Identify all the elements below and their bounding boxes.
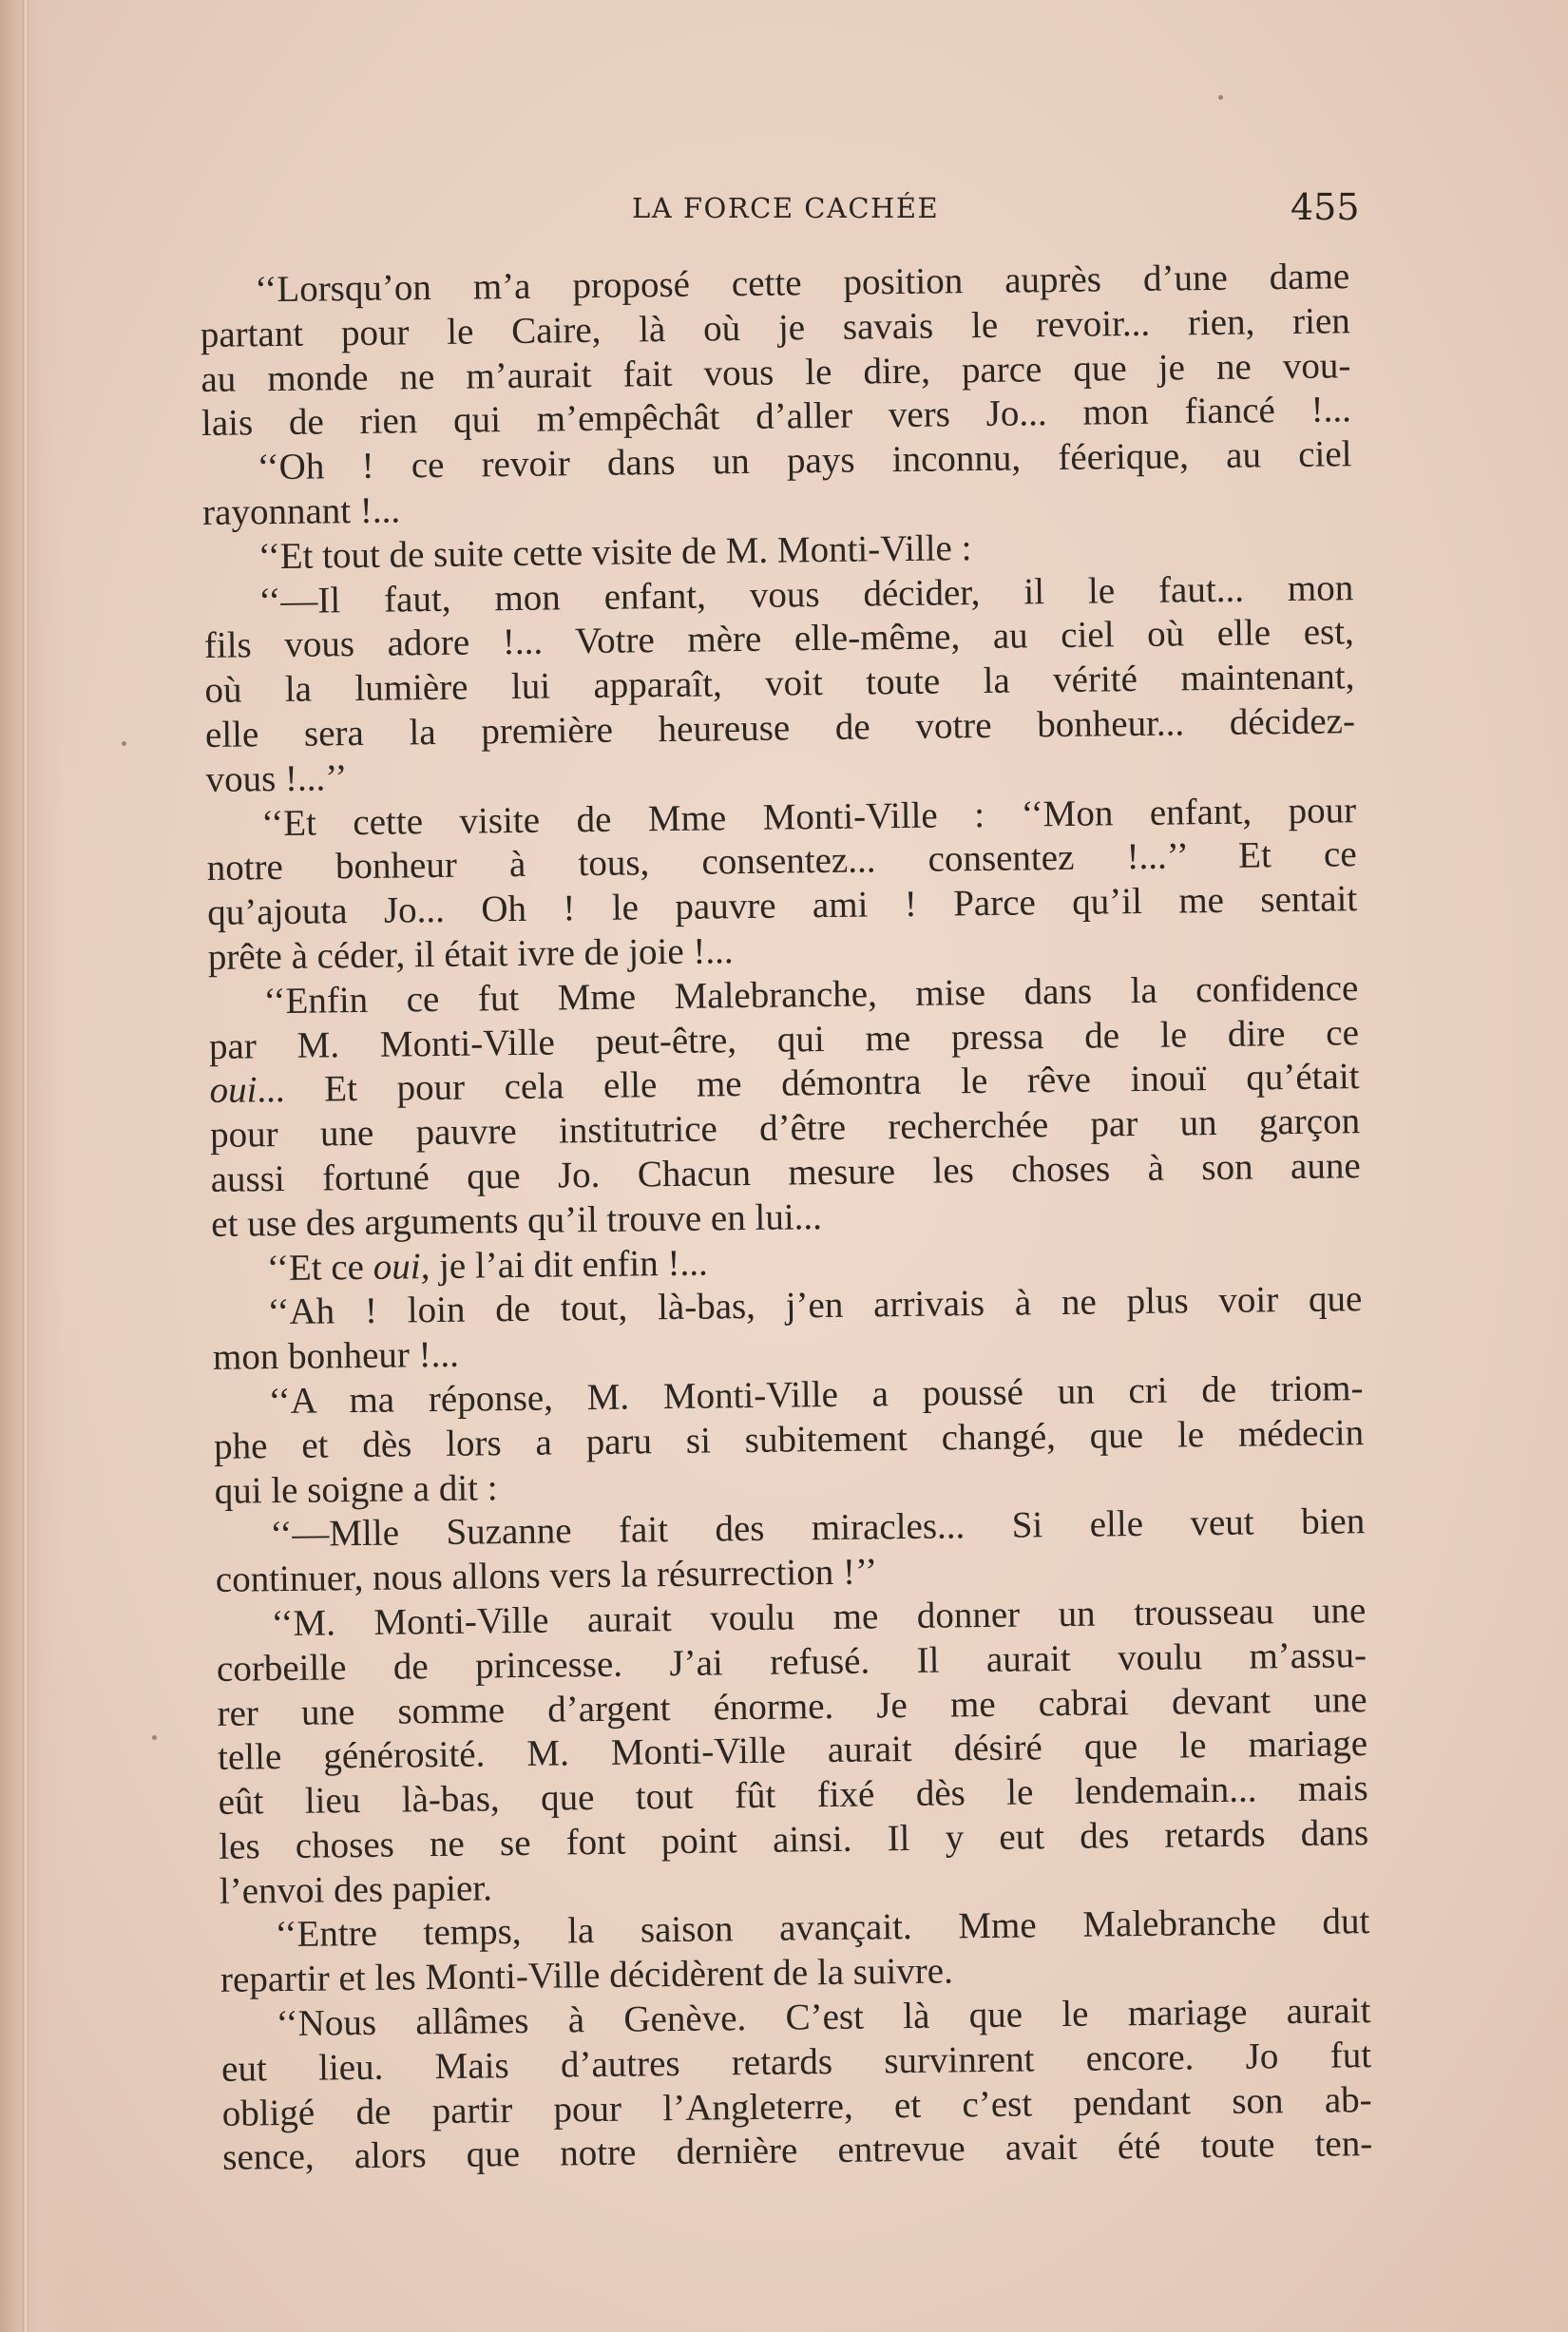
text-line: ‘‘Enfin ce fut Mme Malebranche, mise dans la confidence	[263, 966, 1359, 1022]
page-gutter	[0, 0, 67, 2332]
text-span: ‘‘Et ce	[266, 1246, 373, 1289]
text-line: pour une pauvre institutrice d’être recherchée par un garçon	[209, 1100, 1361, 1156]
text-line: par M. Monti-Ville peut-être, qui me pressa de le dire ce	[208, 1011, 1360, 1067]
text-line: ‘‘Et tout de suite cette visite de M. Monti-Ville :	[258, 526, 972, 578]
text-line: les choses ne se font point ainsi. Il y eut des retards dans	[219, 1811, 1369, 1867]
italic-word: oui,	[373, 1245, 430, 1288]
text-span: je l’ai dit enfin !...	[430, 1242, 708, 1287]
text-line: corbeille de princesse. J’ai refusé. Il aurait voulu m’assu-	[216, 1634, 1367, 1690]
text-line: notre bonheur à tous, consentez... consentez !...’’ Et ce	[206, 833, 1357, 889]
text-line: vous !...’’	[205, 756, 348, 800]
text-line: ‘‘Lorsqu’on m’a proposé cette position auprès d’une dame	[255, 256, 1350, 311]
page-number: 455	[1291, 186, 1360, 228]
text-line: eût lieu là-bas, que tout fût fixé dès le lendemain... mais	[218, 1768, 1368, 1823]
text-line: repartir et les Monti-Ville décidèrent de la suivre.	[220, 1950, 954, 2001]
text-span: ... Et pour cela elle me démontra le rêve inouï qu’était	[257, 1056, 1360, 1111]
text-line: où la lumière lui apparaît, voit toute la vérité maintenant,	[204, 656, 1355, 712]
italic-word: oui	[209, 1069, 258, 1112]
text-line: telle générosité. M. Monti-Ville aurait désiré que le mariage	[217, 1723, 1368, 1779]
text-line: au monde ne m’aurait fait vous le dire, parce que je ne vou-	[201, 344, 1351, 400]
text-line: aussi fortuné que Jo. Chacun mesure les choses à son aune	[210, 1145, 1361, 1200]
text-line: ‘‘Nous allâmes à Genève. C’est là que le mariage aurait	[276, 1990, 1371, 2045]
text-line: phe et dès lors a paru si subitement changé, que le médecin	[213, 1411, 1365, 1467]
body-text	[200, 255, 1372, 2181]
text-line: elle sera la première heureuse de votre bonheur... décidez-	[204, 700, 1356, 755]
text-line: ‘‘—Mlle Suzanne fait des miracles... Si elle veut bien	[270, 1501, 1366, 1556]
text-line: l’envoi des papier.	[219, 1867, 493, 1912]
text-line: ‘‘M. Monti-Ville aurait voulu me donner un trousseau une	[271, 1590, 1367, 1645]
text-line: sence, alors que notre dernière entrevue avait été toute ten-	[222, 2123, 1373, 2179]
text-line: ‘‘A ma réponse, M. Monti-Ville a poussé un cri de triom-	[268, 1367, 1364, 1423]
text-line: ‘‘Ah ! loin de tout, là-bas, j’en arrivais à ne plus voir que	[267, 1278, 1363, 1333]
text-line: rayonnant !...	[201, 489, 401, 533]
text-line: partant pour le Caire, là où je savais le revoir... rien, rien	[200, 300, 1351, 355]
text-line: obligé de partir pour l’Angleterre, et c’est pendant son ab-	[221, 2078, 1372, 2134]
running-head	[0, 186, 1568, 234]
text-line: ‘‘—Il faut, mon enfant, vous décider, il le faut... mon	[258, 566, 1354, 621]
text-line: fils vous adore !... Votre mère elle-même, au ciel où elle est,	[203, 611, 1355, 667]
paper-speck	[122, 741, 126, 746]
text-line: rer une somme d’argent énorme. Je me cabrai devant une	[217, 1678, 1367, 1734]
text-line: ‘‘Entre temps, la saison avançait. Mme Malebranche dut	[275, 1901, 1370, 1956]
text-line: lais de rien qui m’empêchât d’aller vers Jo... mon fiancé !...	[201, 389, 1352, 445]
text-line: ‘‘Oh ! ce revoir dans un pays inconnu, féerique, au ciel	[257, 433, 1352, 488]
paper-speck	[1218, 95, 1223, 100]
text-line: eut lieu. Mais d’autres retards survinrent encore. Jo fut	[220, 2034, 1372, 2090]
paper-speck	[152, 1735, 157, 1740]
text-line: continuer, nous allons vers la résurrection !’’	[215, 1551, 878, 1601]
text-line: qui le soigne a dit :	[214, 1466, 498, 1512]
text-line: et use des arguments qu’il trouve en lui...	[211, 1195, 823, 1245]
text-line: qu’ajouta Jo... Oh ! le pauvre ami ! Parce qu’il me sentait	[207, 878, 1358, 934]
binding-edge	[23, 0, 29, 2332]
text-line: mon bonheur !...	[212, 1333, 460, 1379]
text-line: ‘‘Et cette visite de Mme Monti-Ville : ‘‘Mon enfant, pour	[260, 789, 1357, 844]
text-line: prête à céder, il était ivre de joie !...	[207, 930, 734, 978]
running-title: LA FORCE CACHÉE	[632, 192, 940, 224]
